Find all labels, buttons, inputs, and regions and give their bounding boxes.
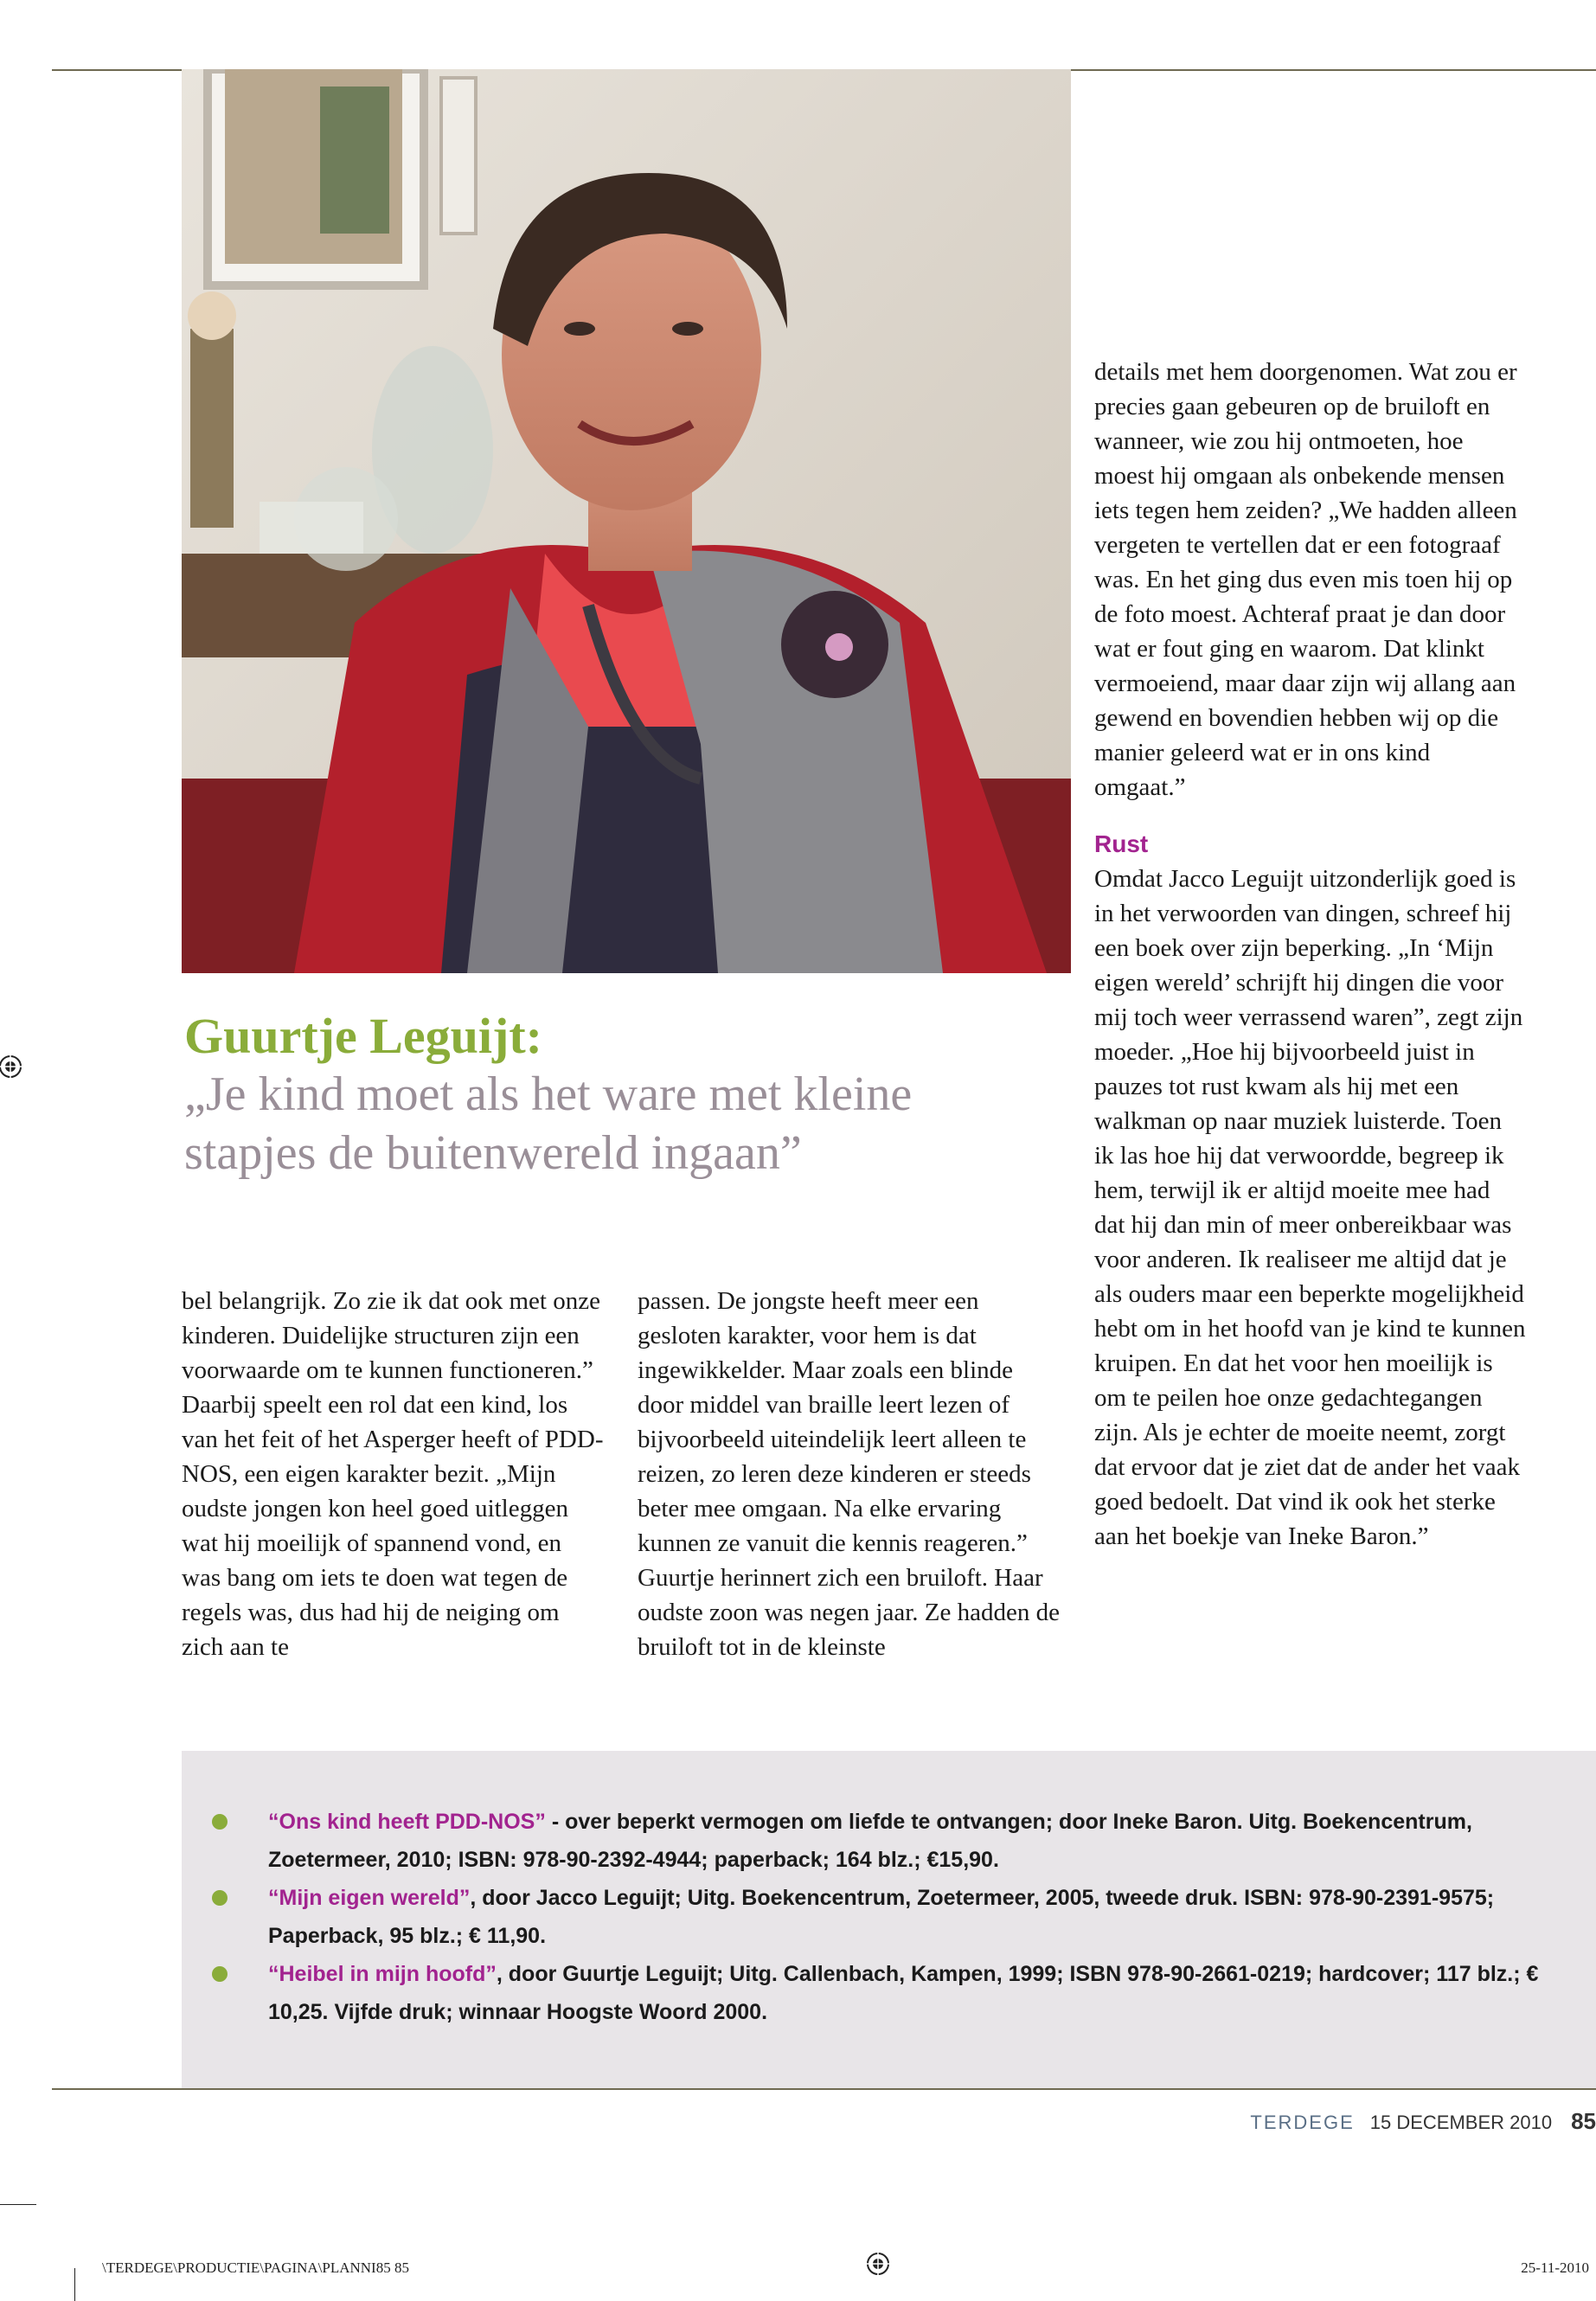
headline-quote-line-1: „Je kind moet als het ware met kleine [184, 1067, 913, 1121]
book-info-box [182, 1751, 1596, 2088]
book-item [268, 1955, 1548, 2031]
portrait-illustration [182, 69, 1071, 973]
registration-mark-icon [865, 2251, 891, 2277]
slug-path: \TERDEGE\PRODUCTIE\PAGINA\PLANNI85 85 [102, 2259, 409, 2276]
registration-mark-icon [0, 1054, 23, 1080]
book-title: “Heibel in mijn hoofd” [268, 1962, 497, 1986]
page-number: 85 [1571, 2108, 1596, 2134]
portrait-photo [182, 69, 1071, 973]
trim-mark [74, 2268, 75, 2301]
headline-quote-line-2: stapjes de buitenwereld ingaan” [184, 1126, 802, 1180]
book-details: , door Guurtje Leguijt; Uitg. Callenbach, Kampen, 1999; ISBN 978-90-2661-0219; hardcover; 117 blz.; € 10,25. Vijfde druk; winnaar Hoogste Woord 2000. [268, 1962, 1539, 2024]
slug-date: 25-11-2010 [1521, 2259, 1589, 2276]
page-footer [1250, 2108, 1596, 2135]
book-details: - over beperkt vermogen om liefde te ontvangen; door Ineke Baron. Uitg. Boekencentrum, Zoetermeer, 2010; ISBN: 978-90-2392-4944; paperback; 164 blz.; €15,90. [268, 1810, 1472, 1872]
bullet-icon [212, 1966, 228, 1982]
paragraph: Daarbij speelt een rol dat een kind, los van het feit of het Asperger heeft of PDD-NOS, een eigen karakter bezit. „Mijn oudste jongen kon heel goed uitleggen wat hij moeilijk of spannend vond, en was bang om iets te doen wat tegen de regels was, dus had hij de neiging om zich aan te [182, 1391, 604, 1661]
section-subhead: Rust [1094, 830, 1149, 857]
book-details: , door Jacco Leguijt; Uitg. Boekencentrum, Zoetermeer, 2005, tweede druk. ISBN: 978-90-2391-9575; Paperback, 95 blz.; € 11,90. [268, 1886, 1495, 1948]
text-column-3 [1094, 355, 1527, 1554]
bullet-icon [212, 1890, 228, 1906]
paragraph: bel belangrijk. Zo zie ik dat ook met onze kinderen. Duidelijke structuren zijn een voorwaarde om te kunnen functioneren.” [182, 1287, 600, 1384]
trim-mark [0, 2204, 36, 2205]
book-item [268, 1879, 1548, 1955]
book-title: “Mijn eigen wereld” [268, 1886, 471, 1910]
article-headline [184, 1008, 1049, 1183]
magazine-name: TERDEGE [1250, 2112, 1355, 2133]
text-column-1 [182, 1284, 606, 1664]
bottom-rule [52, 2088, 1596, 2090]
paragraph: Guurtje herinnert zich een bruiloft. Haar oudste zoon was negen jaar. Ze hadden de bruiloft tot in de kleinste [638, 1564, 1060, 1661]
paragraph: passen. De jongste heeft meer een gesloten karakter, voor hem is dat ingewikkelder. Maar zoals een blinde door middel van braille leert lezen of bijvoorbeeld uiteindelijk leert alleen te reizen, zo leren deze kinderen er steeds beter mee omgaan. Na elke ervaring kunnen ze vanuit die kennis reageren.” [638, 1287, 1031, 1557]
paragraph: details met hem doorgenomen. Wat zou er precies gaan gebeuren op de bruiloft en wanneer, wie zou hij ontmoeten, hoe moest hij omgaan als onbekende mensen iets tegen hem zeiden? „We hadden alleen vergeten te vertellen dat er een fotograaf was. En het ging dus even mis toen hij op de foto moest. Achteraf praat je dan door wat er fout ging en waarom. Dat klinkt vermoeiend, maar daar zijn wij allang aan gewend en bovendien hebben wij op die manier geleerd wat er in ons kind omgaat.” [1094, 358, 1517, 801]
paragraph: Omdat Jacco Leguijt uitzonderlijk goed is in het verwoorden van dingen, schreef hij een boek over zijn beperking. „In ‘Mijn eigen wereld’ schrijft hij dingen die voor mij toch weer verrassend waren”, zegt zijn moeder. „Hoe hij bijvoorbeeld juist in pauzes tot rust kwam als hij met een walkman op naar muziek luisterde. Toen ik las hoe hij dat verwoordde, begreep ik hem, terwijl ik er altijd moeite mee had dat hij dan min of meer onbereikbaar was voor anderen. Ik realiseer me altijd dat je als ouders maar een beperkte mogelijkheid hebt om in het hoofd van je kind te kunnen kruipen. En dat het voor hen moeilijk is om te peilen hoe onze gedachtegangen zijn. Als je echter de moeite neemt, zorgt dat ervoor dat je ziet dat de ander het vaak goed bedoelt. Dat vind ik ook het sterke aan het boekje van Ineke Baron.” [1094, 865, 1526, 1550]
book-title: “Ons kind heeft PDD-NOS” [268, 1810, 546, 1834]
issue-date: 15 DECEMBER 2010 [1369, 2112, 1553, 2133]
bullet-icon [212, 1814, 228, 1830]
book-item [268, 1803, 1548, 1879]
headline-name: Guurtje Leguijt: [184, 1008, 542, 1064]
text-column-2 [638, 1284, 1061, 1664]
